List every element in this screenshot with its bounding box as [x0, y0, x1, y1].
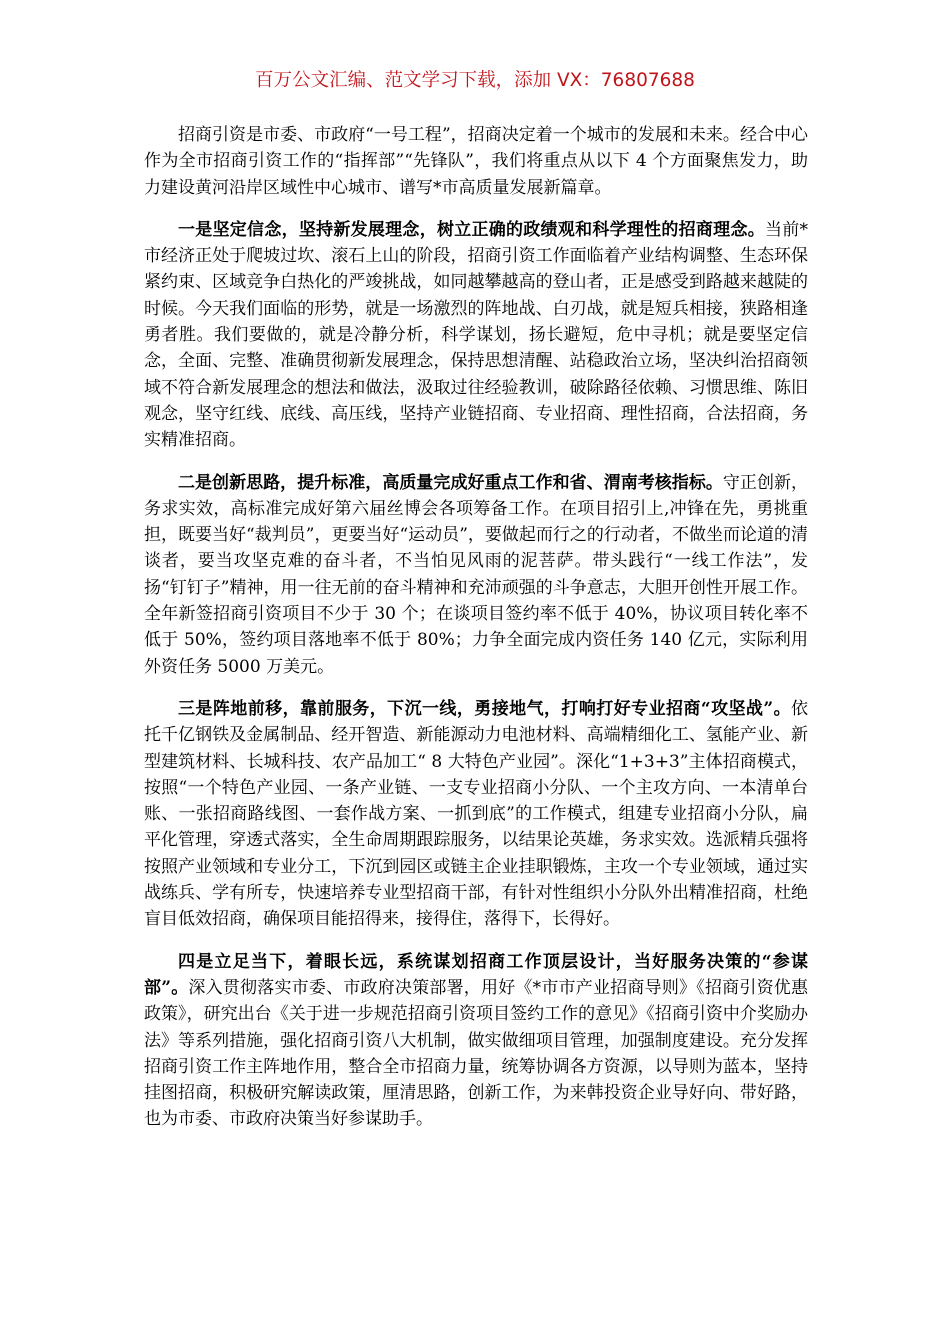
article-body [144, 122, 808, 1149]
paragraph-lead: 四是立足当下，着眼长远，系统谋划招商工作顶层设计，当好服务决策的“参谋部”。 [144, 951, 808, 998]
paragraph-point-4 [144, 949, 808, 1133]
paragraph-lead: 二是创新思路，提升标准，高质量完成好重点工作和省、渭南考核指标。 [178, 472, 723, 493]
paragraph-text: 招商引资是市委、市政府“一号工程”，招商决定着一个城市的发展和未来。经合中心作为全市招商引资工作的“指挥部”“先锋队”，我们将重点从以下 4 个方面聚焦发力，助力建设黄河沿岸区域性中心城市、谱写*市高质量发展新篇章。 [144, 125, 808, 198]
paragraph-point-3 [144, 696, 808, 933]
paragraph-lead: 三是阵地前移，靠前服务，下沉一线，勇接地气，打响打好专业招商“攻坚战”。 [178, 698, 791, 719]
paragraph-text: 深入贯彻落实市委、市政府决策部署，用好《*市市产业招商导则》《招商引资优惠政策》，研究出台《关于进一步规范招商引资项目签约工作的意见》《招商引资中介奖励办法》等系列措施，强化招商引资八大机制，做实做细项目管理，加强制度建设。充分发挥招商引资工作主阵地作用，整合全市招商力量，统筹协调各方资源，以导则为蓝本，坚持挂图招商，积极研究解读政策，厘清思路，创新工作，为来韩投资企业导好向、带好路，也为市委、市政府决策当好参谋助手。 [144, 977, 809, 1130]
header-banner: 百万公文汇编、范文学习下载，添加 VX：76807688 [255, 70, 695, 91]
paragraph-text: 当前*市经济正处于爬坡过坎、滚石上山的阶段，招商引资工作面临着产业结构调整、生态环保紧约束、区域竞争白热化的严竣挑战，如同越攀越高的登山者，正是感受到路越来越陡的时候。今天我们面临的形势，就是一场激烈的阵地战、白刃战，就是短兵相接，狭路相逢勇者胜。我们要做的，就是冷静分析，科学谋划，扬长避短，危中寻机；就是要坚定信念，全面、完整、准确贯彻新发展理念，保持思想清醒、站稳政治立场，坚决纠治招商领域不符合新发展理念的想法和做法，汲取过往经验教训，破除路径依赖、习惯思维、陈旧观念，坚守红线、底线、高压线，坚持产业链招商、专业招商、理性招商，合法招商，务实精准招商。 [144, 219, 809, 451]
paragraph-text: 依托千亿钢铁及金属制品、经开智造、新能源动力电池材料、高端精细化工、氢能产业、新型建筑材料、长城科技、农产品加工“ 8 大特色产业园”。深化“1+3+3”主体招商模式，按照“一个特色产业园、一条产业链、一支专业招商小分队、一个主攻方向、一本清单台账、一张招商路线图、一套作战方案、一抓到底”的工作模式，组建专业招商小分队，扁平化管理，穿透式落实，全生命周期跟踪服务，以结果论英雄，务求实效。选派精兵强将按照产业领域和专业分工，下沉到园区或链主企业挂职锻炼，主攻一个专业领域，通过实战练兵、学有所专，快速培养专业型招商干部，有针对性组织小分队外出精准招商，杜绝盲目低效招商，确保项目能招得来，接得住，落得下，长得好。 [144, 698, 808, 930]
paragraph-lead: 一是坚定信念，坚持新发展理念，树立正确的政绩观和科学理性的招商理念。 [178, 219, 765, 240]
paragraph-point-2 [144, 470, 808, 680]
paragraph-intro [144, 122, 808, 201]
paragraph-point-1 [144, 217, 808, 454]
paragraph-text: 守正创新，务求实效，高标准完成好第六届丝博会各项筹备工作。在项目招引上,冲锋在先，勇挑重担，既要当好“裁判员”，更要当好“运动员”，要做起而行之的行动者，不做坐而论道的清谈者，要当攻坚克难的奋斗者，不当怕见风雨的泥菩萨。带头践行“一线工作法”，发扬“钉钉子”精神，用一往无前的奋斗精神和充沛顽强的斗争意志，大胆开创性开展工作。全年新签招商引资项目不少于 30 个；在谈项目签约率不低于 40%，协议项目转化率不低于 50%，签约项目落地率不低于 80%；力争全面完成内资任务 140 亿元，实际利用外资任务 5000 万美元。 [144, 472, 809, 677]
